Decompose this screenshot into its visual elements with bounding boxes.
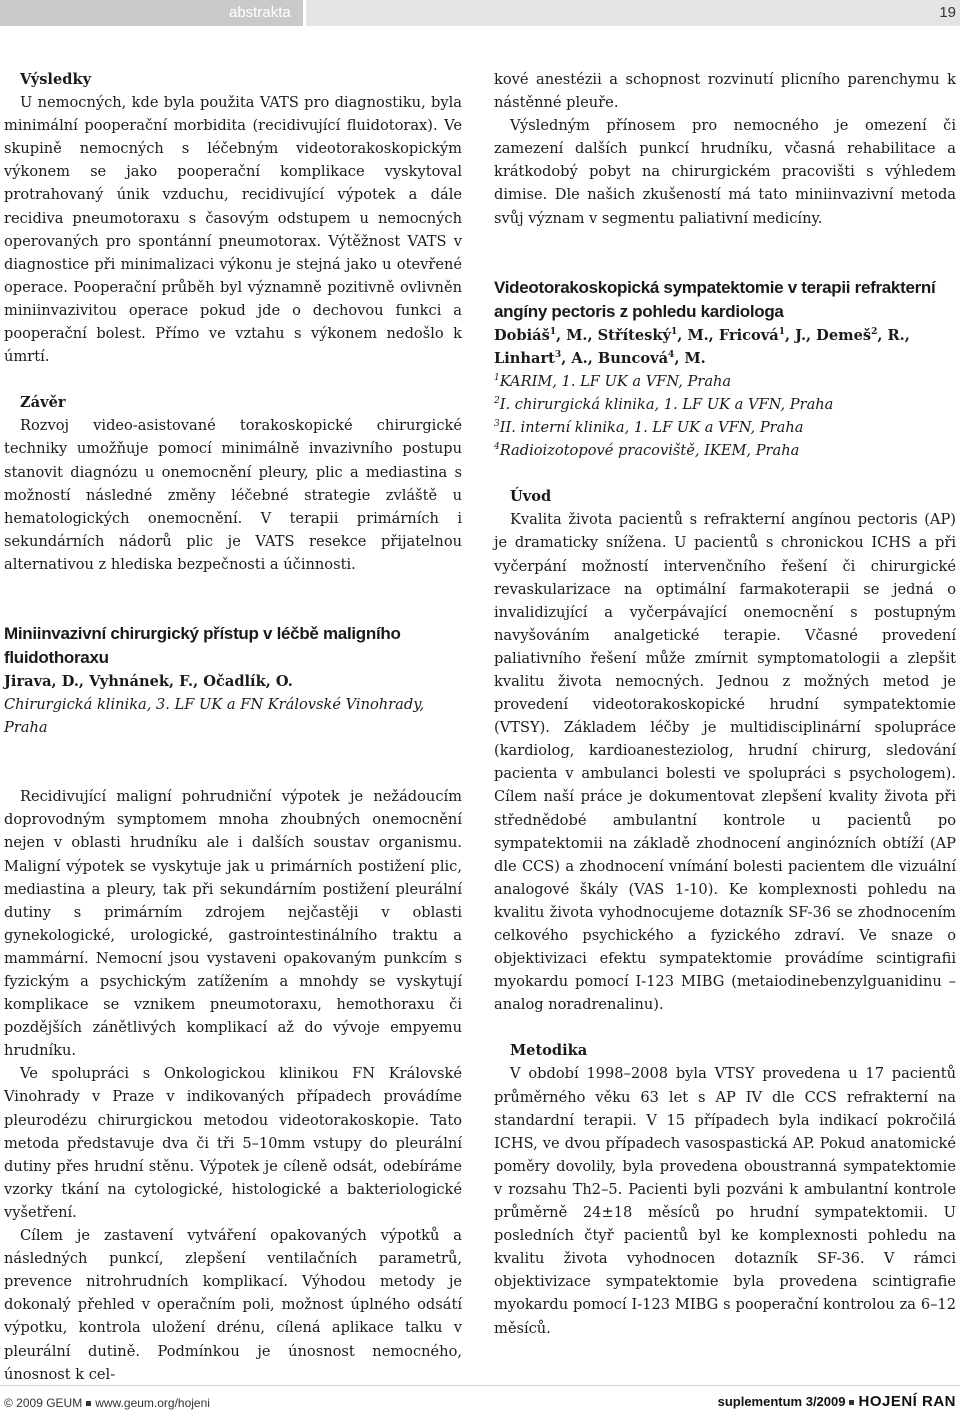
results-heading: Výsledky <box>20 71 92 88</box>
author-sep: , <box>785 326 796 344</box>
author-sep: , <box>556 326 567 344</box>
article-authors <box>494 324 956 370</box>
affiliation-line <box>494 439 956 462</box>
author-sep: , <box>877 326 888 344</box>
journal-name: HOJENÍ RAN <box>858 1393 956 1410</box>
author-sup: 1 <box>671 326 678 337</box>
article-title: Miniinvazivní chirurgický přístup v léčbě maligního fluidothoraxu <box>4 623 401 667</box>
author-name: M., Fricová <box>687 326 779 344</box>
footer-divider <box>0 1385 960 1386</box>
affiliation-sup: 1 <box>494 372 500 383</box>
header-band <box>306 0 960 26</box>
author-sup: 1 <box>778 326 785 337</box>
affiliation-text: KARIM, 1. LF UK a VFN, Praha <box>499 372 732 390</box>
page-number: 19 <box>939 4 956 21</box>
author-name: M., Stříteský <box>566 326 671 344</box>
intro-heading: Úvod <box>510 488 552 506</box>
article-title: Videotorakoskopická sympatektomie v terapii refrakterní angíny pectoris z pohledu kardiologa <box>494 277 936 321</box>
article-paragraph: Cílem je zastavení vytváření opakovaných výpotků a následných punkcí, zlepšení ventilačních parametrů, prevence nitrohrudních komplikací. Výhodou metody je dokonalý přehled v operačním poli, možnost úplného odsátí výpotku, kontrola uložení drénu, cílená aplikace talku v pleurální dutině. Podmínkou je únosnost nemocného, únosnost k cel- <box>4 1227 462 1383</box>
author-sep: , <box>561 349 572 367</box>
article-paragraph: Recidivující maligní pohrudniční výpotek je nežádoucím doprovodným symptomem mnoha zhoubných onemocnění nejen v oblasti hrudníku ale i dalších soustav organismu. Maligní výpotek se vyskytuje jak u primárních postižení plic, mediastina a pleury, tak při sekundárním postižení pleurální dutiny s primárním zdrojem nejčastěji v oblasti gynekologické, urologické, gastrointestinálního traktu a mammární. Nemocní jsou vystaveni opakovaným punkcím s fyzickým a psychickým zatížením a mnohdy se vyskytují komplikace se vznikem pneumotoraxu, hemothoraxu či pozdějších zánětlivých komplikací až do vývoje empyemu hrudníku. <box>4 788 462 1060</box>
footer-url[interactable]: www.geum.org/hojeni <box>95 1396 210 1410</box>
author-name: R., Linhart <box>494 326 910 367</box>
results-text: U nemocných, kde byla použita VATS pro diagnostiku, byla minimální pooperační morbidita (recidivující fluidotorax). Ve skupině nemocných s léčebným videotorakoskopickým výkonem se jako pooperační komplikace vyskytoval protrahovaný únik vzduchu, recidivující výpotek a dále recidiva pneumotoraxu s časovým odstupem u nemocných operovaných pro spontánní pneumotorax. Výtěžnost VATS v diagnostice při minimalizaci výkonu je stejná jako u otevřené operace. Pooperační průběh byl významně pozitivně ovlivněn miniinvazivitou operace pokud jde o dechovou funkci a pooperační bolest. Přímo ve vztahu s výkonem nedošlo k úmrtí. <box>4 94 462 366</box>
continued-paragraph: kové anestézii a schopnost rozvinutí plicního parenchymu k nástěnné pleuře. <box>494 71 956 112</box>
bullet-icon <box>849 1400 854 1405</box>
author-sup: 4 <box>668 349 675 360</box>
affiliation-text: Radioizotopové pracoviště, IKEM, Praha <box>499 442 800 460</box>
affiliation-line <box>494 370 956 393</box>
author-name: J., Demeš <box>795 326 872 344</box>
right-column <box>494 68 956 1340</box>
section-tab: abstrakta <box>0 0 303 26</box>
author-sup: 1 <box>549 326 557 337</box>
page-header <box>0 0 960 28</box>
footer-left <box>4 1396 210 1410</box>
article-authors: Jirava, D., Vyhnánek, F., Očadlík, O. <box>4 672 293 690</box>
left-column <box>4 68 462 1386</box>
author-sup: 2 <box>871 326 878 337</box>
continued-paragraph: Výsledným přínosem pro nemocného je omezení či zamezení dalších punkcí hrudníku, včasná rehabilitace a krátkodobý pobyt na chirurgickém pracovišti s výhledem dimise. Dle našich zkušeností má tato miniinvazivní metoda svůj význam v segmentu paliativní medicíny. <box>494 117 956 227</box>
conclusion-text: Rozvoj video-asistované torakoskopické chirurgické techniky umožňuje pomocí minimálně invazivního postupu stanovit diagnózu u onemocnění pleury, plic a mediastina s možností následné změny léčebné strategie zvláště u hematologických onemocnění. V terapii primárních i sekundárních nádorů plic je VATS resekce přijatelnou alternativou z hlediska bezpečnosti a účinnosti. <box>4 417 462 573</box>
affiliation-sup: 3 <box>494 419 500 430</box>
copyright: © 2009 GEUM <box>4 1396 83 1410</box>
methods-text: V období 1998–2008 byla VTSY provedena u 17 pacientů průměrného věku 63 let s AP IV dle CCS refrakterní na standardní terapii. V 15 případech byla indikací pokročilá ICHS, ve dvou případech vasospastická AP. Pokud anatomické poměry dovolily, byla provedena oboustranná sympatektomie v rozsahu Th2–5. Pacienti byli pozváni k ambulantní kontrole průměrně 24±18 měsíců po hrudní sympatektomii. U posledních čtyř pacientů byl ke komplexnosti pohledu na kvalitu života vyhodnocen dotazník SF-36. V rámci objektivizace sympatektomie byla provedena scintigrafie myokardu pomocí I-123 MIBG s pooperační kontrolou za 6–12 měsíců. <box>494 1065 956 1337</box>
affiliation-sup: 2 <box>494 396 500 407</box>
article-paragraph: Ve spolupráci s Onkologickou klinikou FN Královské Vinohrady v Praze v indikovaných případech provádíme pleurodézu chirurgickou metodou videotorakoskopie. Tato metoda představuje dva či tři 5–10mm vstupy do pleurální dutiny přes hrudní stěnu. Výpotek je cíleně odsát, odebíráme vzorky tkání na cytologické, histologické a bakteriologické vyšetření. <box>4 1065 462 1221</box>
author-name: Dobiáš <box>494 326 550 344</box>
author-sep: , <box>677 326 688 344</box>
methods-heading: Metodika <box>510 1042 588 1060</box>
supplement-label: suplementum 3/2009 <box>717 1394 846 1409</box>
conclusion-heading: Závěr <box>20 394 66 412</box>
footer-right <box>718 1393 956 1410</box>
affiliation-text: I. chirurgická klinika, 1. LF UK a VFN, Praha <box>499 395 834 413</box>
affiliation-line <box>494 416 956 439</box>
affiliation-sup: 4 <box>494 442 500 453</box>
affiliation-text: II. interní klinika, 1. LF UK a VFN, Praha <box>499 419 804 437</box>
affiliation-line <box>494 393 956 416</box>
author-name: A., Buncová <box>571 349 669 367</box>
author-sep: , M. <box>674 349 706 367</box>
bullet-icon <box>86 1401 91 1406</box>
intro-text: Kvalita života pacientů s refrakterní angínou pectoris (AP) je dramaticky snížena. U pacientů s chronickou ICHS a při vyčerpání možností intervenčního řešení či chirurgické revaskularizace na optimální farmakoterapii se jedná o invalidizující a vyčerpávající onemocnění s postupným navyšováním analgetické terapie. Včasné provedení paliativního řešení může zmírnit symptomatologii a zlepšit kvalitu života nemocných. Jednou z možných metod je provedení videotorakoskopické hrudní sympatektomie (VTSY). Základem léčby je multidisciplinární spolupráce (kardiolog, kardioanesteziolog, hrudní chirurg, sledování pacienta v ambulanci bolesti ve spolupráci s psychologem). Cílem naší práce je dokumentovat zlepšení kvality života při střednědobé ambulantní kontrole u pacientů po sympatektomii na základě zhodnocení anginózních obtíží (AP dle CCS) a zhodnocení vnímání bolesti pacientem dle vizuální analogové škály (VAS 1-10). Ke komplexnosti pohledu na kvalitu života vyhodnocujeme dotazník SF-36 se zhodnocením celkového psychického a fyzického zdraví. Ve snaze o objektivizaci efektu sympatektomie provádíme scintigrafii myokardu pomocí I-123 MIBG (metaiodinebenzylguanidinu – analog noradrenalinu). <box>494 511 956 1014</box>
article-affiliation: Chirurgická klinika, 3. LF UK a FN Královské Vinohrady, Praha <box>4 696 425 737</box>
author-sup: 3 <box>554 349 562 360</box>
